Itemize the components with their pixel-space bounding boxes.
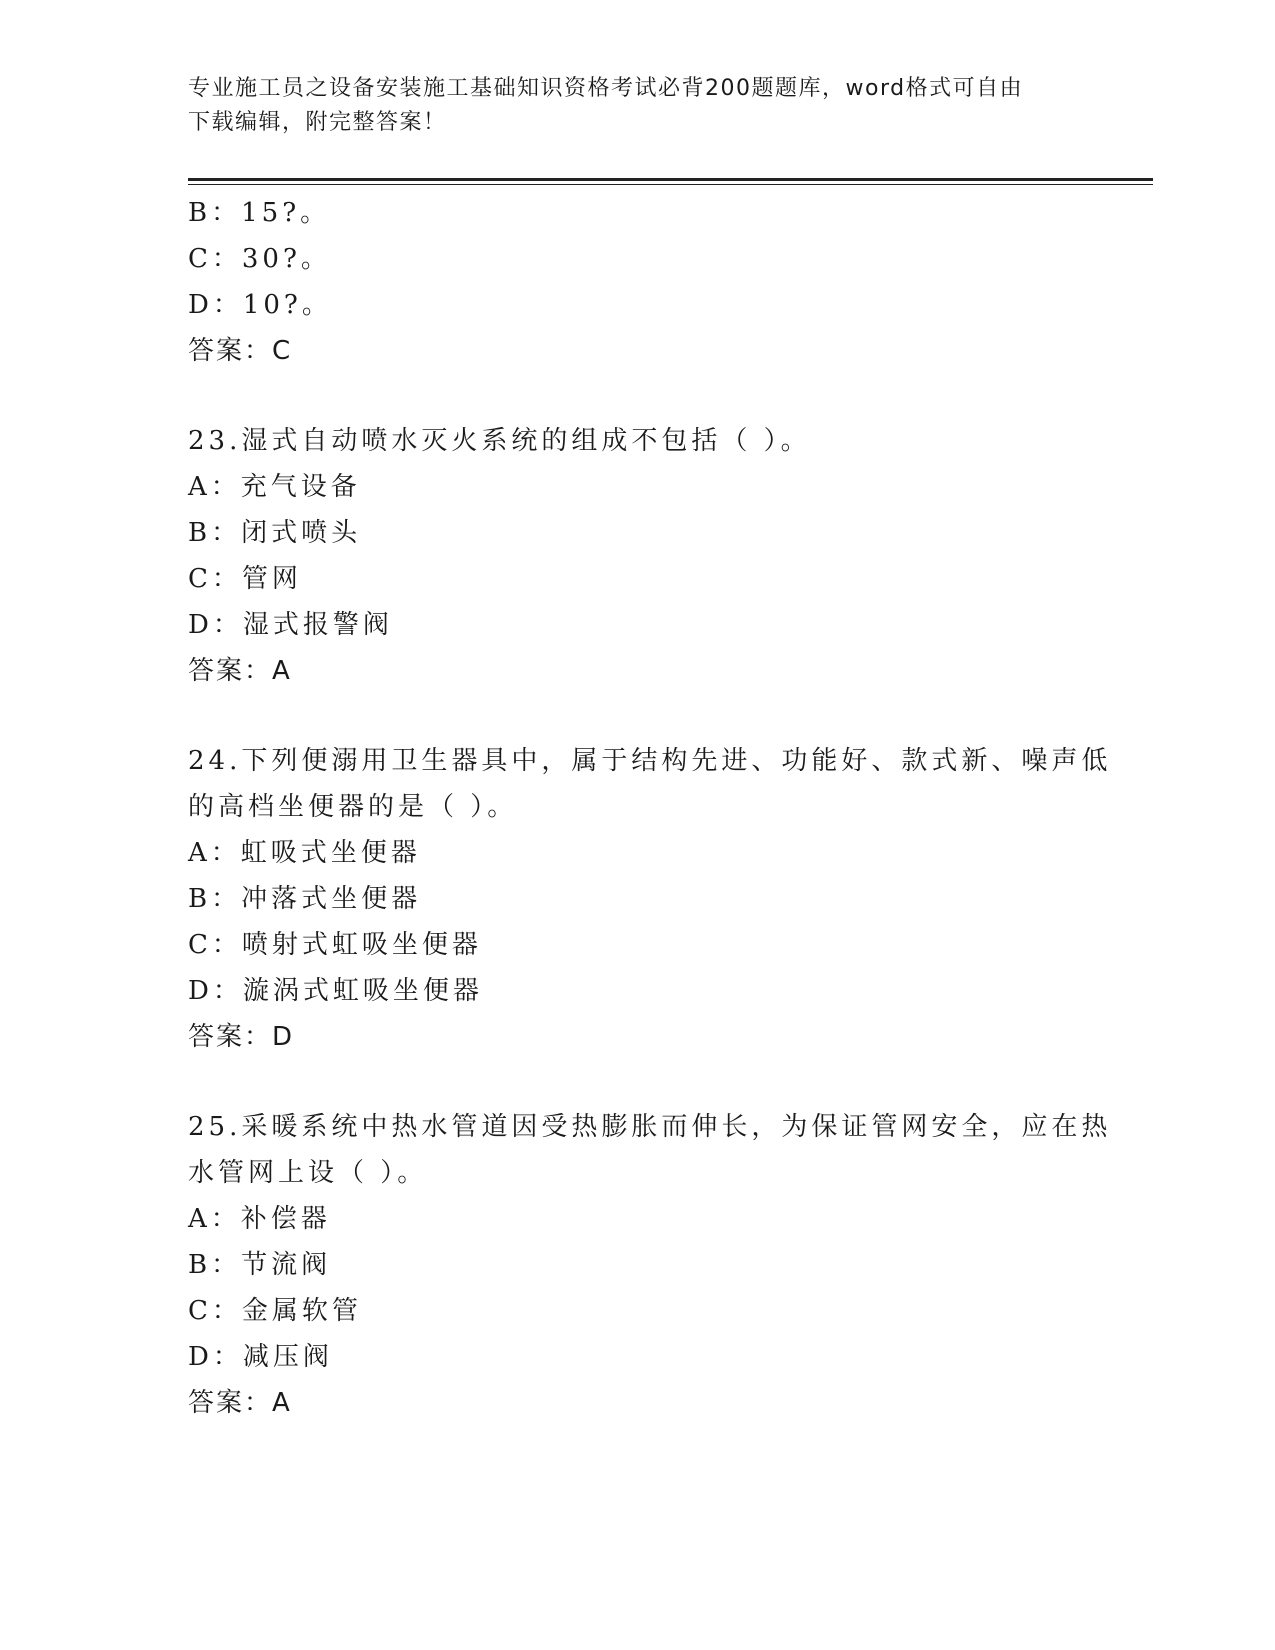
answer: 答案：A <box>188 656 292 686</box>
answer: 答案：D <box>188 1022 295 1052</box>
option-b: B：节流阀 <box>188 1250 332 1280</box>
option-d: D：10?。 <box>188 290 332 320</box>
question-22 <box>188 190 1088 374</box>
question-list <box>188 190 1112 1426</box>
option-c: C：金属软管 <box>188 1296 362 1326</box>
option-d: D：漩涡式虹吸坐便器 <box>188 976 483 1006</box>
option-b: B：闭式喷头 <box>188 518 362 548</box>
answer: 答案：C <box>188 336 293 366</box>
header-divider-thin <box>188 184 1153 185</box>
question-stem-line-1: 24.下列便溺用卫生器具中，属于结构先进、功能好、款式新、噪声低 <box>188 746 1112 776</box>
option-d: D：湿式报警阀 <box>188 610 393 640</box>
header-divider-thick <box>188 178 1153 181</box>
document-header <box>188 72 1068 140</box>
spacer <box>188 1060 1088 1104</box>
option-b: B：冲落式坐便器 <box>188 884 422 914</box>
question-24 <box>188 738 1112 1060</box>
option-a: A：充气设备 <box>188 472 361 502</box>
spacer <box>188 374 1088 418</box>
question-23 <box>188 418 1088 694</box>
option-c: C：喷射式虹吸坐便器 <box>188 930 482 960</box>
question-stem-line-1: 25.采暖系统中热水管道因受热膨胀而伸长，为保证管网安全，应在热 <box>188 1112 1112 1142</box>
option-d: D：减压阀 <box>188 1342 333 1372</box>
option-a: A：虹吸式坐便器 <box>188 838 421 868</box>
question-25 <box>188 1104 1112 1426</box>
option-c: C：管网 <box>188 564 302 594</box>
question-stem-line-2: 的高档坐便器的是（ ）。 <box>188 792 518 822</box>
option-b: B：15?。 <box>188 198 331 228</box>
question-stem-line-2: 水管网上设（ ）。 <box>188 1158 428 1188</box>
option-a: A：补偿器 <box>188 1204 331 1234</box>
answer: 答案：A <box>188 1388 292 1418</box>
question-stem: 23.湿式自动喷水灭火系统的组成不包括（ ）。 <box>188 426 811 456</box>
spacer <box>188 694 1088 738</box>
option-c: C：30?。 <box>188 244 331 274</box>
header-title-line-2: 下载编辑，附完整答案！ <box>188 110 447 135</box>
header-title-line-1: 专业施工员之设备安装施工基础知识资格考试必背200题题库，word格式可自由 <box>188 76 1024 101</box>
